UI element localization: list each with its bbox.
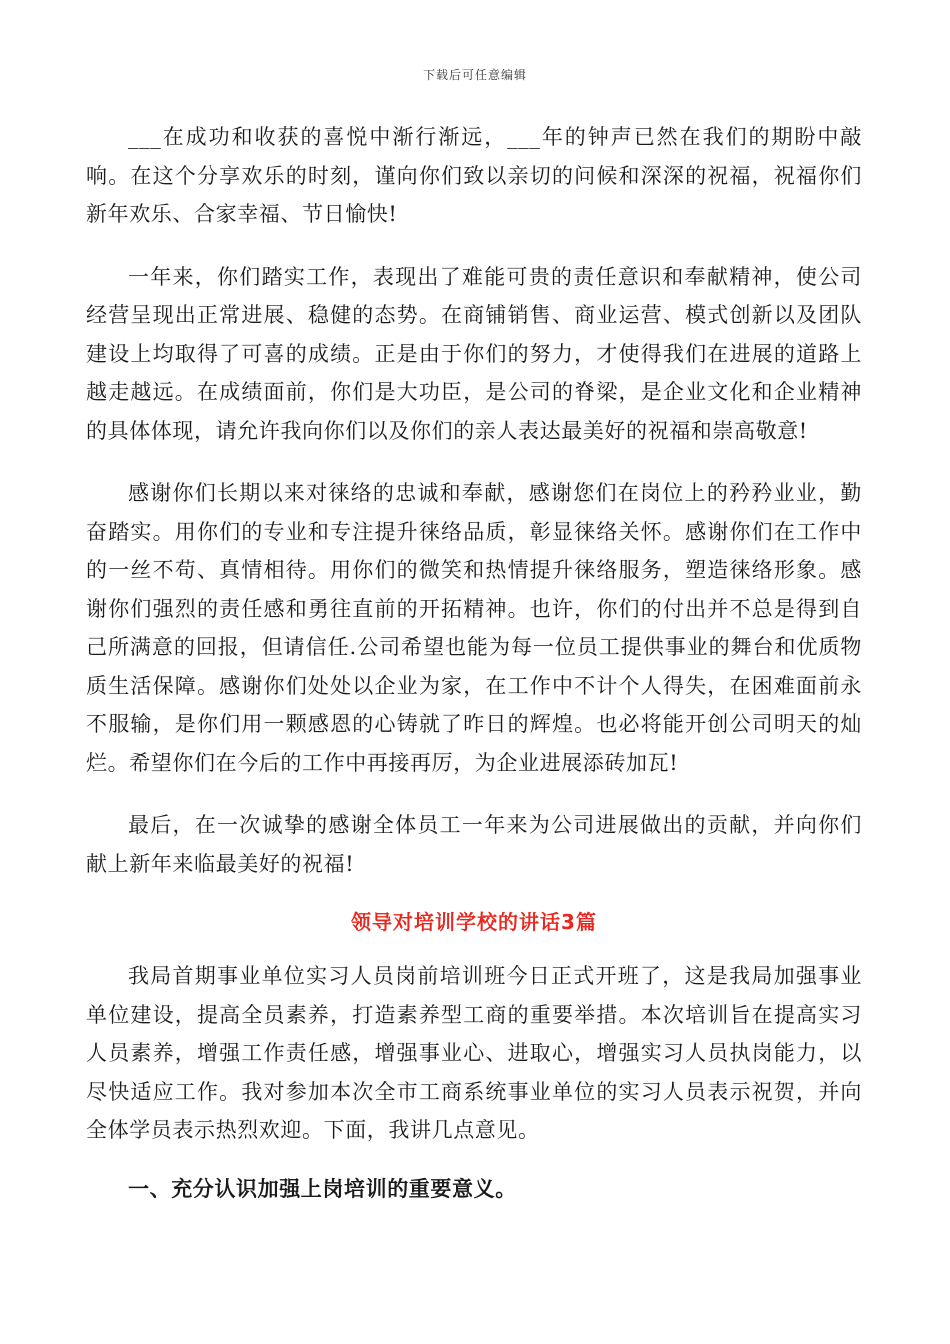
paragraph-thanks: 感谢你们长期以来对徕络的忠诚和奉献，感谢您们在岗位上的矜矜业业，勤奋踏实。用你们的专业和专注提升徕络品质，彰显徕络关怀。感谢你们在工作中的一丝不苟、真情相待。用你们的微笑和热情提升徕络服务，塑造徕络形象。感谢你们强烈的责任感和勇往直前的开拓精神。也许，你们的付出并不总是得到自己所满意的回报，但请信任.公司希望也能为每一位员工提供事业的舞台和优质物质生活保障。感谢你们处处以企业为家，在工作中不计个人得失，在困难面前永不服输，是你们用一颗感恩的心铸就了昨日的辉煌。也必将能开创公司明天的灿烂。希望你们在今后的工作中再接再厉，为企业进展添砖加瓦! <box>86 481 862 775</box>
paragraph-training-intro: 我局首期事业单位实习人员岗前培训班今日正式开班了，这是我局加强事业单位建设，提高全员素养，打造素养型工商的重要举措。本次培训旨在提高实习人员素养，增强工作责任感，增强事业心、进取心，增强实习人员执岗能力，以尽快适应工作。我对参加本次全市工商系统事业单位的实习人员表示祝贺，并向全体学员表示热烈欢迎。下面，我讲几点意见。 <box>86 964 862 1142</box>
header-note: 下载后可任意编辑 <box>422 68 527 82</box>
paragraph-year-review: 一年来，你们踏实工作，表现出了难能可贵的责任意识和奉献精神，使公司经营呈现出正常进展、稳健的态势。在商铺销售、商业运营、模式创新以及团队建设上均取得了可喜的成绩。正是由于你们的努力，才使得我们在进展的道路上越走越远。在成绩面前，你们是大功臣，是公司的脊梁，是企业文化和企业精神的具体体现，请允许我向你们以及你们的亲人表达最美好的祝福和崇高敬意! <box>86 264 862 443</box>
section-title: 领导对培训学校的讲话3篇 <box>351 910 597 934</box>
paragraph-closing: 最后，在一次诚挚的感谢全体员工一年来为公司进展做出的贡献，并向你们献上新年来临最美好的祝福! <box>86 813 862 876</box>
document-body <box>86 118 862 1208</box>
sub-heading-1: 一、充分认识加强上岗培训的重要意义。 <box>128 1176 517 1201</box>
paragraph-new-year-greeting: ___在成功和收获的喜悦中渐行渐远，___年的钟声已然在我们的期盼中敲响。在这个分享欢乐的时刻，谨向你们致以亲切的问候和深深的祝福，祝福你们新年欢乐、合家幸福、节日愉快! <box>86 125 862 226</box>
